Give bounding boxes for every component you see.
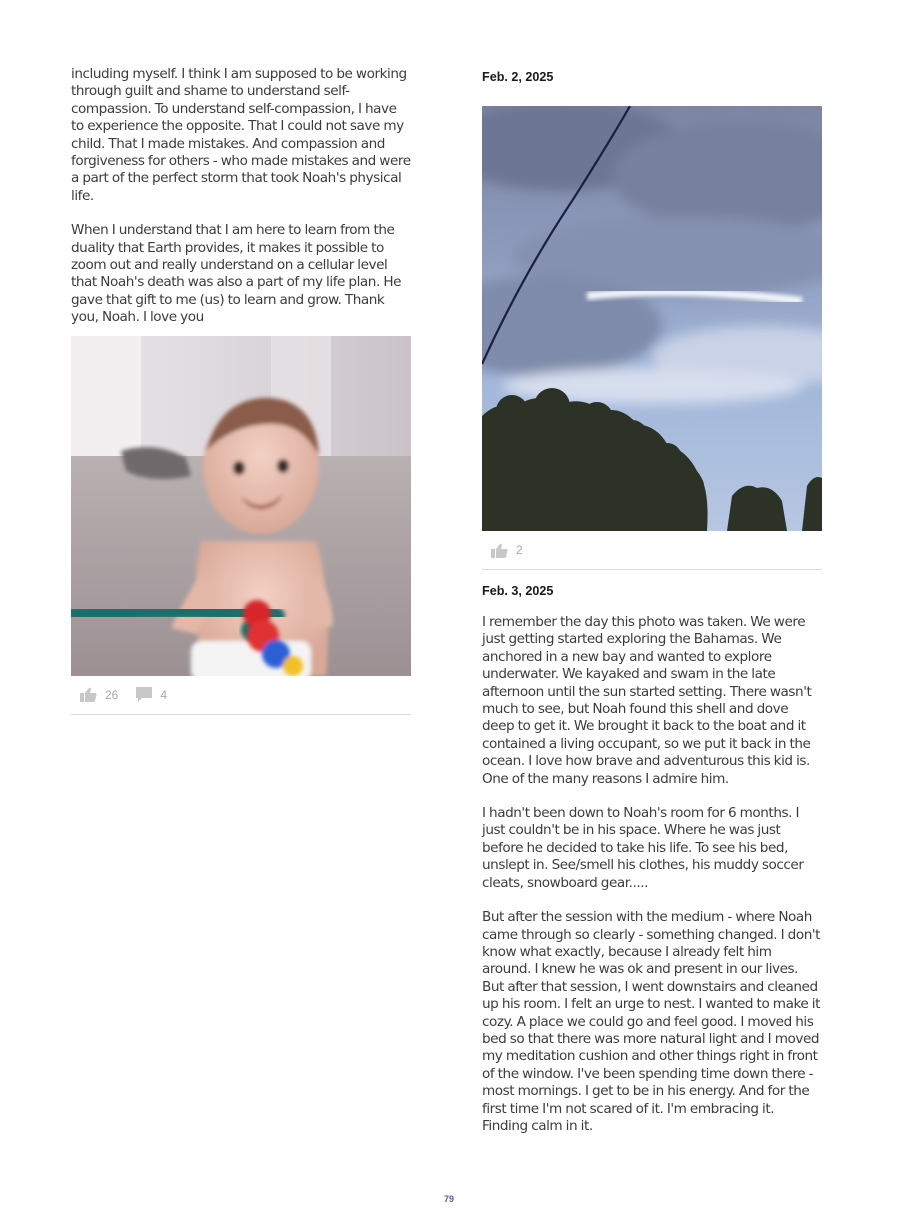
like-count[interactable]	[491, 543, 523, 558]
journal-paragraph: I remember the day this photo was taken. We were just getting started exploring the Bahamas. We anchored in a new bay and wanted to explore underwater. We kayaked and swam in the late afternoon until the sun started setting. There wasn't much to see, but Noah found this shell and dove deep to get it. We brought it back to the boat and it contained a living occupant, so we put it back in the ocean. I love how brave and adventurous this kid is. One of the many reasons I admire him.	[482, 614, 812, 787]
entry-date: Feb. 2, 2025	[482, 70, 554, 84]
like-count-value: 26	[105, 687, 119, 702]
thumbs-up-icon	[491, 543, 508, 558]
sky-photo[interactable]	[482, 106, 822, 531]
thumbs-up-icon	[80, 687, 97, 702]
comment-icon	[136, 687, 152, 702]
journal-paragraph: I hadn't been down to Noah's room for 6 months. I just couldn't be in his space. Where he was just before he decided to take his life. To see his bed, unslept in. See/smell his clothes, his muddy soccer cleats, snowboard gear.....	[482, 805, 804, 891]
sky-photo-icon	[482, 106, 822, 531]
entry-date: Feb. 3, 2025	[482, 584, 554, 598]
photo-stats	[71, 676, 411, 715]
baby-photo-icon	[71, 336, 411, 676]
left-column	[71, 66, 411, 729]
photo-stats	[482, 531, 822, 570]
baby-photo[interactable]	[71, 336, 411, 676]
comment-count[interactable]	[136, 687, 167, 702]
journal-paragraph: When I understand that I am here to learn from the duality that Earth provides, it makes it possible to zoom out and really understand on a cellular level that Noah's death was also a part of my life plan. He gave that gift to me (us) to learn and grow. Thank you, Noah. I love you	[71, 222, 401, 326]
like-count-value: 2	[516, 543, 523, 557]
comment-count-value: 4	[160, 687, 168, 702]
journal-paragraph: But after the session with the medium - where Noah came through so clearly - something changed. I don't know what exactly, because I already felt him around. I knew he was ok and present in our lives. But after that session, I went downstairs and cleaned up his room. I felt an urge to nest. I wanted to make it cozy. A place we could go and feel good. I moved his bed so that there was more natural light and I moved my meditation cushion and other things right in front of the window. I've been spending time down there - most mornings. I get to be in his energy. And for the first time I'm not scared of it. I'm embracing it. Finding calm in it.	[482, 909, 821, 1134]
journal-paragraph: including myself. I think I am supposed to be working through guilt and shame to understand self-compassion. To understand self-compassion, I have to experience the opposite. That I could not save my child. That I made mistakes. And compassion and forgiveness for others - who made mistakes and were a part of the perfect storm that took Noah's physical life.	[71, 66, 411, 204]
right-column	[482, 70, 822, 1152]
like-count[interactable]	[80, 687, 118, 702]
page-number: 79	[443, 1194, 454, 1204]
